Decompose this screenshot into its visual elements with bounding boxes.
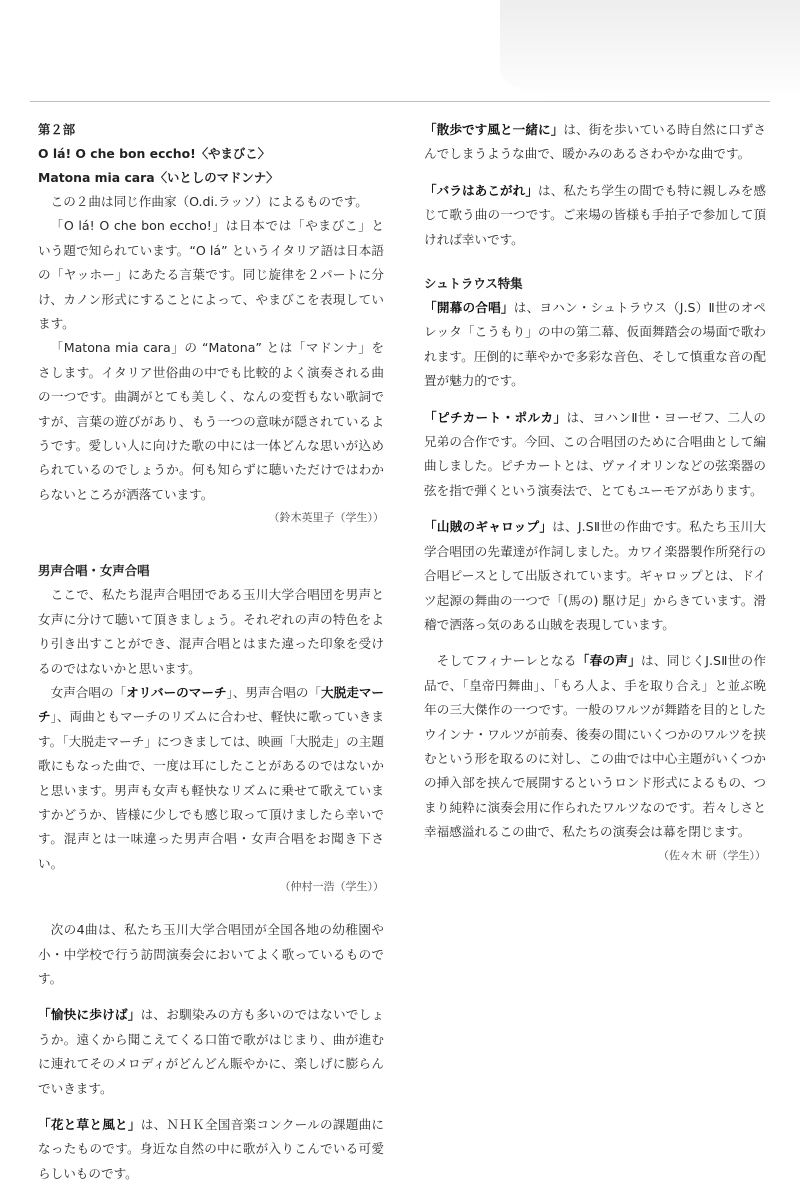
paragraph-four-songs: 次の4曲は、私たち玉川大学合唱団が全国各地の幼稚園や小・中学校で行う訪問演奏会においてよく歌っているものです。 (38, 922, 384, 986)
section-heading-male-female: 男声合唱・女声合唱 (38, 563, 150, 579)
song-name-great-escape: 大脱走マーチ (38, 684, 385, 725)
song-title-matona: Matona mia cara〈いとしのマドンナ〉 (38, 170, 279, 185)
song-name-haru: 「春の声」 (576, 653, 641, 669)
paragraph-marches: 女声合唱の「オリバーのマーチ」、男声合唱の「大脱走マーチ」、両曲ともマーチのリズムに合わせ、軽快に歌っていきます。「大脱走マーチ」につきましては、映画「大脱走」の主題歌にもなった曲で、一度は耳にしたことがあるのではないかと思います。男声も女声も軽快なリズムに乗せて歌えていますかどうか、皆様に少しでも感じ取って頂けましたら幸いです。混声とは一味違った男声合唱・女声合唱をお聞き下さい。 (38, 684, 385, 871)
paragraph-pizzicato: 「ピチカート・ポルカ」は、ヨハンⅡ世・ヨーゼフ、二人の兄弟の合作です。今回、この合唱団のために合唱曲として編曲しました。ピチカートとは、ヴァイオリンなどの弦楽器の弦を指で弾くという演奏法で、とてもユーモアがあります。 (424, 409, 766, 498)
song-title-ola: O lá! O che bon eccho!〈やまびこ〉 (38, 146, 271, 161)
paragraph-yukai: 「愉快に歩けば」は、お馴染みの方も多いのではないでしょうか。遠くから聞こえてくる口笛で歌がはじまり、曲が進むに連れてそのメロディがどんどん賑やかに、楽しげに膨らんでいきます。 (38, 1007, 385, 1096)
paragraph-sanpo: 「散歩です風と一緒に」は、街を歩いている時自然に口ずさんでしまうような曲で、暖かみのあるさわやかな曲です。 (424, 122, 767, 162)
paragraph-ola: 「O lá! O che bon eccho!」は日本では「やまびこ」という題で知られています。“O lá” というイタリア語は日本語の「ヤッホー」にあたる言葉です。同じ旋律を２パートに分け、カノン形式にすることによって、やまびこを表現しています。 (38, 218, 384, 332)
song-name-yukai: 「愉快に歩けば」 (38, 1007, 141, 1023)
song-name-bara: 「バラはあこがれ」 (424, 182, 539, 198)
paragraph-sanzoku: 「山賊のギャロップ」は、J.SⅡ世の作曲です。私たち玉川大学合唱団の先輩達が作詞しました。カワイ楽器製作所発行の合唱ピースとして出版されています。ギャロップとは、ドイツ起源の舞曲の一つで「(馬の) 駆け足」からきています。滑稽で洒落っ気のある山賊を表現しています。 (424, 519, 766, 632)
left-column (38, 118, 384, 1186)
signature-nakamura: （仲村一浩（学生）） (279, 880, 384, 894)
part-heading: 第２部 (38, 122, 76, 137)
right-column (424, 118, 766, 867)
signature-sasaki: （佐々木 研（学生）） (658, 848, 766, 862)
paragraph-bara: 「バラはあこがれ」は、私たち学生の間でも特に親しみを感じて歌う曲の一つです。ご来場の皆様も手拍子で参加して頂ければ幸いです。 (424, 182, 767, 247)
song-name-hana: 「花と草と風と」 (38, 1117, 141, 1132)
top-rule (30, 101, 770, 102)
paragraph-haru: そしてフィナーレとなる「春の声」は、同じくJ.SⅡ世の作品で、「皇帝円舞曲」、「もろ人よ、手を取り合え」と並ぶ晩年の三大傑作の一つです。一般のワルツが舞踏を目的としたウインナ・ワルツが前奏、後奏の間にいくつかのワルツを挟むという形を取るのに対し、この曲では中心主題がいくつかの挿入部を挟んで展開するというロンド形式によるもの、つまり純粋に演奏会用に作られたワルツなのです。若々しさと幸福感溢れるこの曲で、私たちの演奏会は幕を閉じます。 (424, 653, 766, 840)
paragraph-kaimaku: 「開幕の合唱」は、ヨハン・シュトラウス（J.S）Ⅱ世のオペレッタ「こうもり」の中の第二幕、仮面舞踏会の場面で歌われます。圧倒的に華やかで多彩な音色、そして慎重な音の配置が魅力的です。 (424, 300, 767, 389)
song-name-kaimaku: 「開幕の合唱」 (424, 300, 514, 316)
signature-suzuki: （鈴木英里子（学生）） (268, 511, 384, 525)
paragraph-composer: この２曲は同じ作曲家（O.di.ラッソ）によるものです。 (50, 194, 368, 209)
song-name-oliver: オリバーのマーチ (126, 684, 227, 700)
page-corner-shadow (500, 0, 800, 100)
song-name-sanzoku: 「山賊のギャロップ」 (424, 519, 553, 535)
song-name-pizzicato: 「ピチカート・ポルカ」 (424, 409, 567, 425)
song-name-sanpo: 「散歩です風と一緒に」 (424, 122, 564, 137)
paragraph-intro-choirs: ここで、私たち混声合唱団である玉川大学合唱団を男声と女声に分けて聴いて頂きましょう。それぞれの声の特色をより引き出すことができ、混声合唱とはまた違った印象を受けるのではないかと思います。 (38, 587, 384, 676)
paragraph-hana: 「花と草と風と」は、ＮＨＫ全国音楽コンクールの課題曲になったものです。身近な自然の中に歌が入りこんでいる可愛らしいものです。 (38, 1117, 385, 1181)
paragraph-matona: 「Matona mia cara」の “Matona” とは「マドンナ」をさします。イタリア世俗曲の中でも比較的よく演奏される曲の一つです。曲調がとても美しく、なんの変哲もない歌詞ですが、言葉の遊びがあり、もう一つの意味が隠されているようです。愛しい人に向けた歌の中には一体どんな思いが込められているのでしょうか。何も知らずに聴いただけではわからないところが洒落ています。 (38, 340, 384, 502)
section-heading-strauss: シュトラウス特集 (424, 276, 523, 292)
